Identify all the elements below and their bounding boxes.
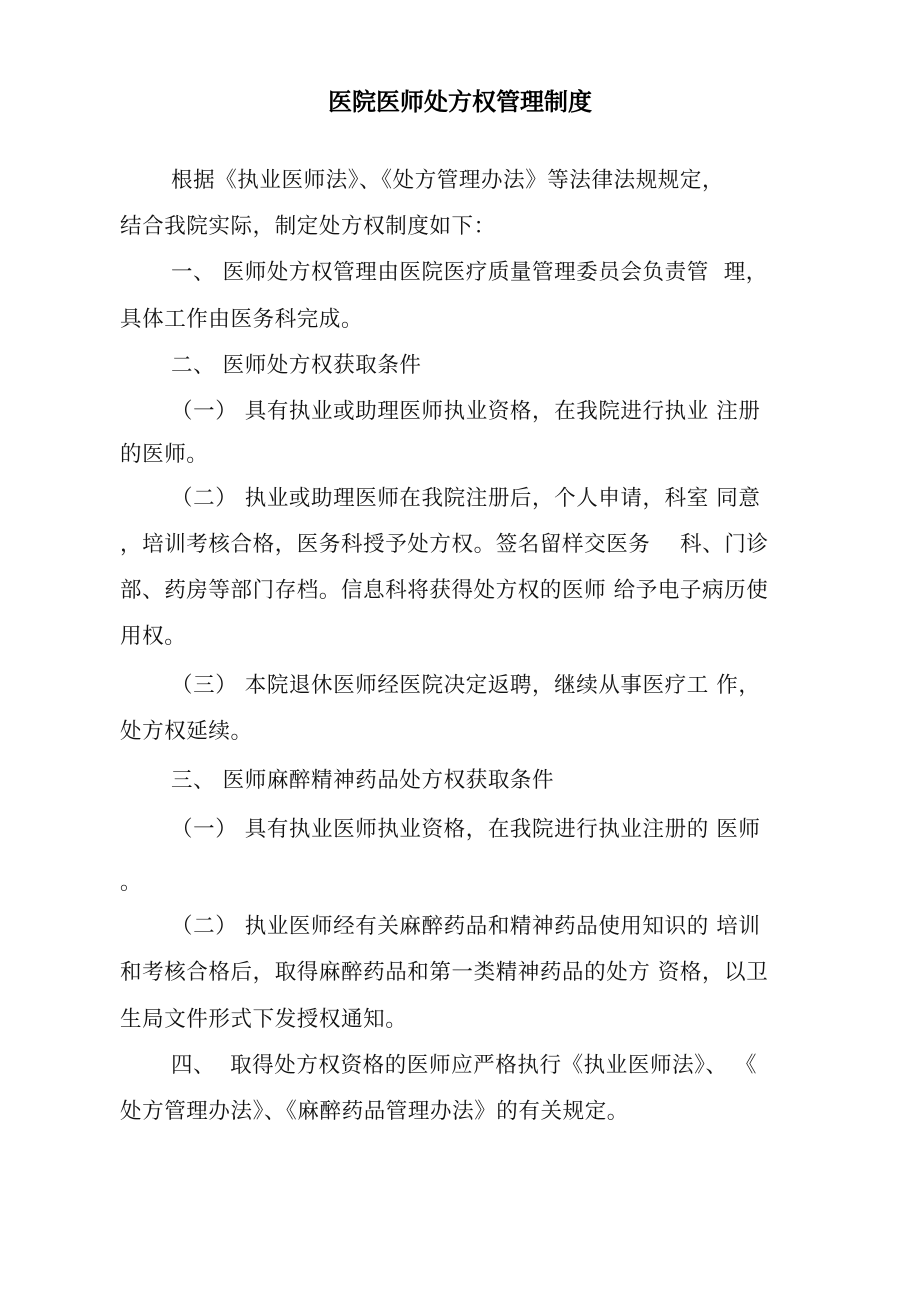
section-2-heading: 二、 医师处方权获取条件 [171, 353, 422, 378]
section-2-item-2-line-4: 用权。 [120, 624, 187, 649]
section-2-item-3-line-2: 处方权延续。 [120, 719, 253, 744]
section-2-item-3-line-1: （三） 本院退休医师经医院决定返聘，继续从事医疗工 作， [171, 673, 761, 698]
section-3-item-2-line-2: 和考核合格后，取得麻醉药品和第一类精神药品的处方 资格，以卫 [120, 960, 769, 985]
section-3-heading: 三、 医师麻醉精神药品处方权获取条件 [171, 768, 555, 793]
section-4-line-1: 四、 取得处方权资格的医师应严格执行《执业医师法》、 《 [171, 1053, 758, 1078]
section-2-item-2-line-1: （二） 执业或助理医师在我院注册后，个人申请，科室 同意 [171, 486, 761, 511]
section-2-item-1-line-2: 的医师。 [120, 442, 209, 467]
section-2-item-2-line-3: 部、药房等部门存档。信息科将获得处方权的医师 给予电子病历使 [120, 578, 769, 603]
paragraph-intro-line-1: 根据《执业医师法》、《处方管理办法》等法律法规规定， [171, 168, 725, 193]
section-2-item-2-line-2: ，培训考核合格，医务科授予处方权。签名留样交医务 科、门诊 [120, 532, 769, 557]
section-3-item-1-line-2: 。 [120, 870, 143, 895]
section-1-line-2: 具体工作由医务科完成。 [120, 307, 364, 332]
section-4-line-2: 处方管理办法》、《麻醉药品管理办法》的有关规定。 [120, 1099, 629, 1124]
section-2-item-1-line-1: （一） 具有执业或助理医师执业资格，在我院进行执业 注册 [171, 399, 761, 424]
section-1-line-1: 一、 医师处方权管理由医院医疗质量管理委员会负责管 理， [171, 260, 768, 285]
section-3-item-2-line-1: （二） 执业医师经有关麻醉药品和精神药品使用知识的 培训 [171, 914, 761, 939]
section-3-item-2-line-3: 生局文件形式下发授权通知。 [120, 1007, 408, 1032]
paragraph-intro-line-2: 结合我院实际，制定处方权制度如下： [120, 214, 496, 239]
document-title: 医院医师处方权管理制度 [328, 88, 592, 116]
section-3-item-1-line-1: （一） 具有执业医师执业资格，在我院进行执业注册的 医师 [171, 817, 761, 842]
